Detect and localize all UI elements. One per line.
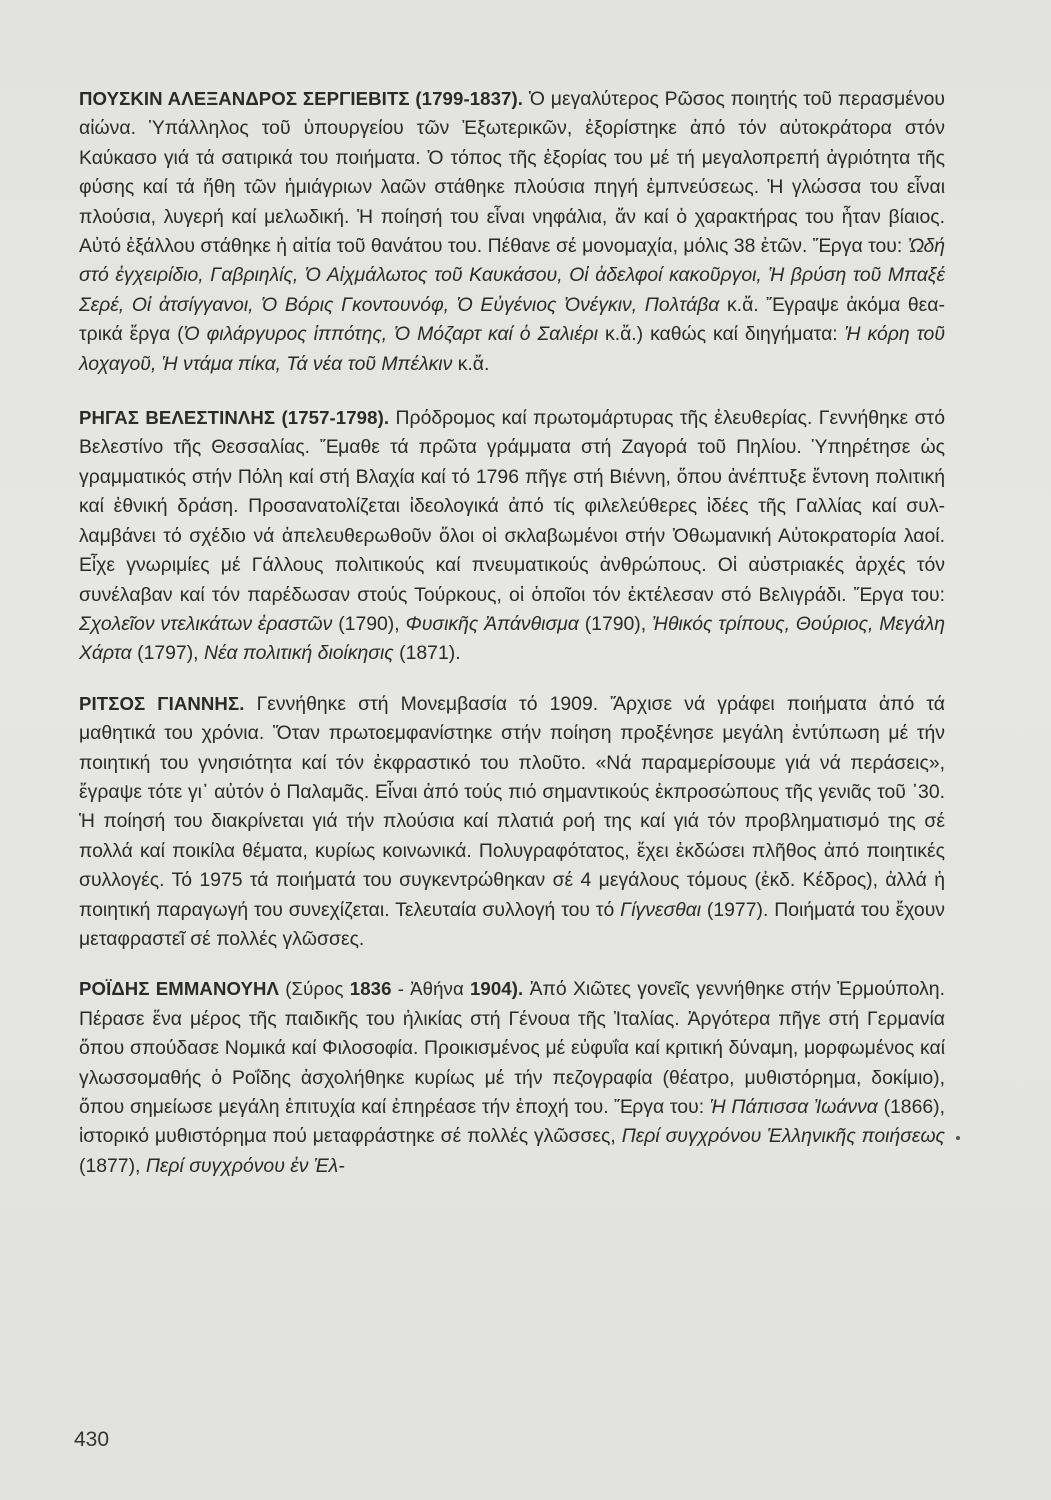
work-title: Περί συγχρόνου Ἑλληνικῆς ποιήσεως: [621, 1125, 945, 1148]
entry-heading: ΡΗΓΑΣ ΒΕΛΕΣΤΙΝΛΗΣ (1757-1798).: [79, 407, 390, 429]
work-title: Σχολεῖον ντελικάτων ἐραστῶν: [79, 612, 333, 635]
entry-ritsos: ΡΙΤΣΟΣ ΓΙΑΝΝΗΣ. Γεννήθηκε στή Μονεμβασία τό 1909. Ἄρχισε νά γράφει ποιήματα ἀπό τά μαθητικά του χρόνια. Ὅταν πρωτοεμφανίστηκε στήν ποίηση προξένησε μεγάλη ἐντύπωση μέ τήν ποιητική του γνησιότητα καί τόν ἐκφραστικό του πλοῦτο. «Νά παραμερίσουμε γιά νά περάσεις», ἔγραψε τότε γι᾽ αὐτόν ὁ Παλαμᾶς. Εἶναι ἀπό τούς πιό σημαντικούς ἐκπροσώπους τῆς γενιᾶς τοῦ ᾽30. Ἡ ποίησή του διακρίνεται γιά τήν πλούσια καί πλατιά ροή της καί γιά τόν προβληματισμό της σέ πολλά καί ποικίλα θέματα, κυρίως κοινωνικά. Πολυγραφότατος, ἔχει ἐκδώσει πλῆθος ἀπό ποιητικές συλλογές. Τό 1975 τά ποιήματά του συγκεντρώθηκαν σέ 4 μεγάλους τόμους (ἐκδ. Κέδρος), ἀλλά ἡ ποιητική παραγωγή του συνεχίζεται. Τελευταία συλλογή του τό Γίγνεσθαι (1977). Ποιήματά του ἔχουν μεταφραστεῖ σέ πολλές γλῶσσες.: [79, 692, 946, 950]
works-list: Ἡ κόρη τοῦ λοχαγοῦ, Ἡ ντάμα πίκα, Τά νέα τοῦ Μπέλκιν: [79, 323, 946, 375]
work-title: Νέα πολιτική διοίκησις: [203, 642, 394, 665]
work-title: Φυσικῆς Ἀπάνθισμα: [405, 612, 579, 635]
work-title: Ἠθικός τρίπους, Θούριος, Μεγάλη Χάρτα: [79, 612, 946, 665]
ink-speck: [956, 1136, 960, 1140]
entry-roidis: ΡΟΪΔΗΣ ΕΜΜΑΝΟΥΗΛ (Σύρος 1836 - Ἀθήνα 1904). Ἀπό Χιῶτες γονεῖς γεννήθηκε στήν Ἑρμούπολη. Πέρασε ἕνα μέρος τῆς παιδικῆς του ἡλικίας στή Γένουα τῆς Ἰταλίας. Ἀργότερα πῆγε στή Γερμανία ὅπου σπούδασε Νομικά καί Φιλοσοφία. Προικισμένος μέ εὐφυΐα καί κριτική δύναμη, μορφωμένος καί γλωσσομαθής ὁ Ροΐδης ἀσχολήθηκε κυρίως μέ τήν πεζογραφία (θέατρο, μυθιστόρημα, δοκίμιο), ὅπου σημείωσε μεγάλη ἐπιτυχία καί ἐπηρέασε τήν ἐποχή του. Ἔργα του: Ἡ Πάπισσα Ἰωάννα (1866), ἱστορικό μυθιστόρημα πού μεταφράστηκε σέ πολλές γλῶσσες, Περί συγχρόνου Ἑλληνικῆς ποιήσεως (1877), Περί συγχρόνου ἐν Ἑλ-: [79, 978, 946, 1177]
works-list: Ὠδή στό ἐγχειρίδιο, Γαβριηλίς, Ὁ Αἰχμάλωτος τοῦ Καυκάσου, Οἱ ἀδελφοί κακοῦργοι, Ἡ βρύση τοῦ Μπαξέ Σερέ, Οἱ ἀτσίγγανοι, Ὁ Βόρις Γκοντουνόφ, Ὁ Εὐγένιος Ὀνέγκιν, Πολτάβα: [79, 235, 945, 316]
works-list: Ὁ φιλάργυρος ἱππότης, Ὁ Μόζαρτ καί ὁ Σαλιέρι: [183, 323, 599, 346]
entry-heading: ΡΙΤΣΟΣ ΓΙΑΝΝΗΣ.: [79, 692, 245, 714]
entry-rigas: ΡΗΓΑΣ ΒΕΛΕΣΤΙΝΛΗΣ (1757-1798). Πρόδρομος καί πρωτομάρτυρας τῆς ἐλευθερίας. Γεννήθηκε στό Βελεστίνο τῆς Θεσσαλίας. Ἔμαθε τά πρῶτα γράμματα στή Ζαγορά τοῦ Πηλίου. Ὑπηρέτησε ὡς γραμματικός στήν Πόλη καί στή Βλαχία καί τό 1796 πῆγε στή Βιέννη, ὅπου ἀνέπτυξε ἔντονη πολιτική καί ἐθνική δράση. Προσανατολίζεται ἰδεολογικά ἀπό τίς φιλελεύθερες ἰδέες τῆς Γαλλίας καί συλλαμβάνει τό σχέδιο νά ἀπελευθερωθοῦν ὅλοι οἱ σκλαβωμένοι στήν Ὀθωμανική Αὐτοκρατορία λαοί. Εἶχε γνωριμίες μέ Γάλλους πολιτικούς καί πνευματικούς ἀνθρώπους. Οἱ αὐστριακές ἀρχές τόν συνέλαβαν καί τόν παρέδωσαν στούς Τούρκους, οἱ ὁποῖοι τόν ἐκτέλεσαν στό Βελιγράδι. Ἔργα του: Σχολεῖον ντελικάτων ἐραστῶν (1790), Φυσικῆς Ἀπάνθισμα (1790), Ἠθικός τρίπους, Θούριος, Μεγάλη Χάρτα (1797), Νέα πολιτική διοίκησις (1871).: [79, 407, 946, 665]
entry-pushkin: ΠΟΥΣΚΙΝ ΑΛΕΞΑΝΔΡΟΣ ΣΕΡΓΙΕΒΙΤΣ (1799-1837). Ὁ μεγαλύτερος Ρῶσος ποιητής τοῦ περασμένου αἰώνα. Ὑπάλληλος τοῦ ὑπουργείου τῶν Ἐξωτερικῶν, ἐξορίστηκε ἀπό τόν αὐτοκράτορα στόν Καύκασο γιά τά σατιρικά του ποιήματα. Ὁ τόπος τῆς ἐξορίας του μέ τή μεγαλοπρεπή ἀγριότητα τῆς φύσης καί τά ἤθη τῶν ἡμιάγριων λαῶν στάθηκε πλούσια πηγή ἐμπνεύσεως. Ἡ γλώσσα του εἶναι πλούσια, λυγερή καί μελωδική. Ἡ ποίησή του εἶναι νηφάλια, ἄν καί ὁ χαρακτήρας του ἦταν βίαιος. Αὐτό ἐξάλλου στάθηκε ἡ αἰτία τοῦ θανάτου του. Πέθανε σέ μονομαχία, μόλις 38 ἐτῶν. Ἔργα του: Ὠδή στό ἐγχειρίδιο, Γαβριηλίς, Ὁ Αἰχμάλωτος τοῦ Καυκάσου, Οἱ ἀδελφοί κακοῦργοι, Ἡ βρύση τοῦ Μπαξέ Σερέ, Οἱ ἀτσίγγανοι, Ὁ Βόρις Γκοντουνόφ, Ὁ Εὐγένιος Ὀνέγκιν, Πολτάβα κ.ἄ. Ἔγραψε ἀκόμα θεατρικά ἔργα (Ὁ φιλάργυρος ἱππότης, Ὁ Μόζαρτ καί ὁ Σαλιέρι κ.ἄ.) καθώς καί διηγήματα: Ἡ κόρη τοῦ λοχαγοῦ, Ἡ ντάμα πίκα, Τά νέα τοῦ Μπέλκιν κ.ἄ.: [79, 88, 946, 375]
text-column: [79, 84, 945, 1201]
page-number: 430: [74, 1428, 110, 1451]
entry-heading: ΠΟΥΣΚΙΝ ΑΛΕΞΑΝΔΡΟΣ ΣΕΡΓΙΕΒΙΤΣ (1799-1837).: [79, 88, 524, 109]
bleed-through-text: [260, 8, 980, 58]
work-title: Ἡ Πάπισσα Ἰωάννα: [709, 1096, 878, 1118]
work-title: Γίγνεσθαι: [620, 898, 702, 921]
entry-heading: ΡΟΪΔΗΣ ΕΜΜΑΝΟΥΗΛ (Σύρος 1836 - Ἀθήνα 1904).: [79, 978, 524, 1000]
work-title: Περί συγχρόνου ἐν Ἑλ-: [145, 1154, 345, 1177]
